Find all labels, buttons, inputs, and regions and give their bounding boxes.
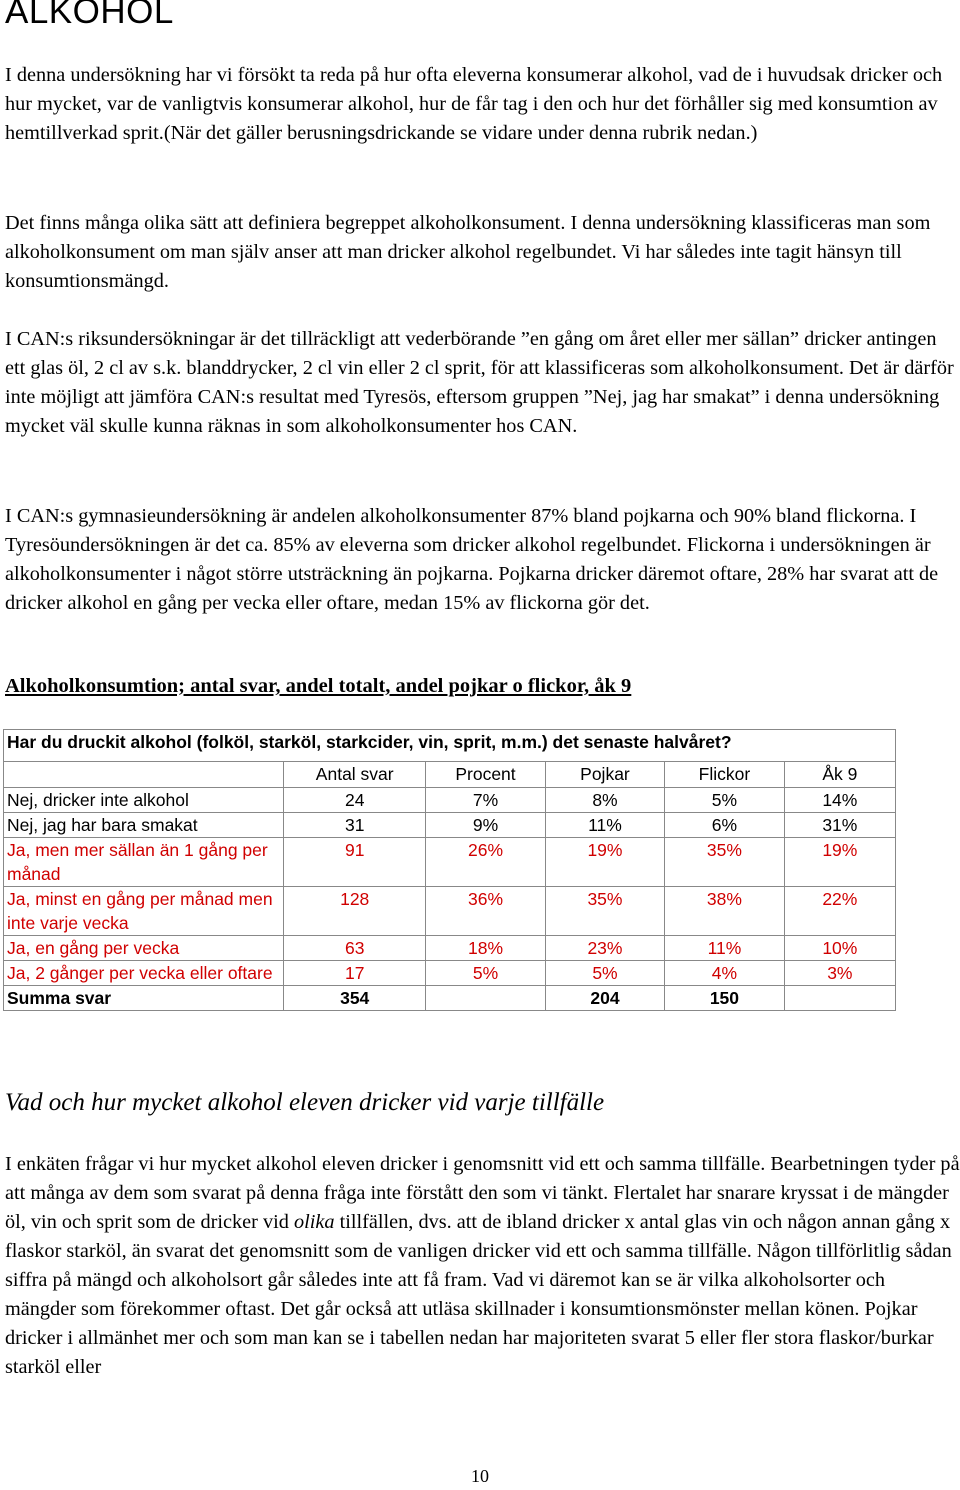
row-label: Ja, 2 gånger per vecka eller oftare <box>4 961 284 986</box>
table-row <box>4 887 896 936</box>
summary-procent <box>426 986 545 1011</box>
row-label: Ja, en gång per vecka <box>4 936 284 961</box>
table-row <box>4 813 896 838</box>
cell-procent: 9% <box>426 813 545 838</box>
column-header: Antal svar <box>284 762 426 788</box>
cell-pojkar: 11% <box>545 813 664 838</box>
summary-label: Summa svar <box>4 986 284 1011</box>
cell-flickor: 11% <box>665 936 784 961</box>
table-row <box>4 838 896 887</box>
summary-pojkar: 204 <box>545 986 664 1011</box>
column-header: Pojkar <box>545 762 664 788</box>
cell-antal: 128 <box>284 887 426 936</box>
page-number: 10 <box>471 1466 489 1486</box>
cell-pojkar: 5% <box>545 961 664 986</box>
table-header-row <box>4 762 896 788</box>
cell-ak9: 10% <box>784 936 895 961</box>
cell-flickor: 35% <box>665 838 784 887</box>
cell-ak9: 3% <box>784 961 895 986</box>
row-label: Nej, jag har bara smakat <box>4 813 284 838</box>
column-header: Procent <box>426 762 545 788</box>
cell-flickor: 6% <box>665 813 784 838</box>
section-heading: Vad och hur mycket alkohol eleven dricker vid varje tillfälle <box>5 1089 605 1116</box>
cell-flickor: 38% <box>665 887 784 936</box>
table-question: Har du druckit alkohol (folköl, starköl, starkcider, vin, sprit, m.m.) det senaste halvåret? <box>4 730 896 762</box>
cell-antal: 24 <box>284 788 426 813</box>
column-header: Flickor <box>665 762 784 788</box>
cell-pojkar: 35% <box>545 887 664 936</box>
table-row <box>4 936 896 961</box>
cell-flickor: 5% <box>665 788 784 813</box>
cell-pojkar: 8% <box>545 788 664 813</box>
cell-ak9: 22% <box>784 887 895 936</box>
summary-flickor: 150 <box>665 986 784 1011</box>
summary-ak9 <box>784 986 895 1011</box>
enkat-text-part1: I enkäten frågar vi hur mycket alkohol eleven dricker i genomsnitt vid ett och samma tillfälle. Bearbetningen tyder på att många av dem som svarat på denna fråga inte förstått den som vi tänkt. Flertalet har snarare kryssat i de mängder öl, vin och sprit som de dricker vid <box>5 1153 960 1233</box>
cell-pojkar: 23% <box>545 936 664 961</box>
definition-paragraph: Det finns många olika sätt att definiera begreppet alkoholkonsument. I denna undersökning klassificeras man som alkoholkonsument om man själv anser att man dricker alkohol regelbundet. Vi har således inte tagit hänsyn till konsumtionsmängd. <box>5 212 931 292</box>
enkat-text-part2: tillfällen, dvs. att de ibland dricker x antal glas vin och någon annan gång x flaskor starköl, än svarat det genomsnitt som de vanligen dricker vid ett och samma tillfälle. Någon tillförlitlig sådan siffra på mängd och alkoholsort går således inte att få fram. Vad vi däremot kan se är vilka alkoholsorter och mängder som förekommer oftast. Det går också att utläsa skillnader i konsumtionsmönster mellan könen. Pojkar dricker i allmänhet mer och som man kan se i tabellen nedan har majoriteten svarat 5 eller fler stora flaskor/burkar starköl eller <box>5 1211 952 1378</box>
enkat-paragraph <box>5 1150 960 1382</box>
table-row <box>4 961 896 986</box>
cell-pojkar: 19% <box>545 838 664 887</box>
cell-antal: 91 <box>284 838 426 887</box>
cell-ak9: 31% <box>784 813 895 838</box>
can-paragraph: I CAN:s riksundersökningar är det tillräckligt att vederbörande ”en gång om året eller mer sällan” dricker antingen ett glas öl, 2 cl av s.k. blanddrycker, 2 cl vin eller 2 cl sprit, för att klassificeras som alkoholkonsument. Det är därför inte möjligt att jämföra CAN:s resultat med Tyresös, eftersom gruppen ”Nej, jag har smakat” i denna undersökning mycket väl skulle kunna räknas in som alkoholkonsumenter hos CAN. <box>5 328 954 437</box>
cell-antal: 31 <box>284 813 426 838</box>
table-summary-row <box>4 986 896 1011</box>
column-header: Åk 9 <box>784 762 895 788</box>
cell-procent: 26% <box>426 838 545 887</box>
alcohol-table <box>3 729 896 1011</box>
cell-procent: 5% <box>426 961 545 986</box>
enkat-emphasis: olika <box>293 1211 335 1233</box>
gymnasie-paragraph: I CAN:s gymnasieundersökning är andelen alkoholkonsumenter 87% bland pojkarna och 90% bland flickorna. I Tyresöundersökningen är det ca. 85% av eleverna som dricker alkohol regelbundet. Flickorna i undersökningen är alkoholkonsumenter i något större utsträckning än pojkarna. Pojkarna dricker däremot oftare, 28% har svarat att de dricker alkohol en gång per vecka eller oftare, medan 15% av flickorna gör det. <box>5 505 939 614</box>
cell-antal: 63 <box>284 936 426 961</box>
cell-ak9: 19% <box>784 838 895 887</box>
cell-procent: 7% <box>426 788 545 813</box>
table-heading: Alkoholkonsumtion; antal svar, andel totalt, andel pojkar o flickor, åk 9 <box>5 675 632 697</box>
intro-paragraph: I denna undersökning har vi försökt ta reda på hur ofta eleverna konsumerar alkohol, vad de i huvudsak dricker och hur mycket, var de vanligtvis konsumerar alkohol, hur de får tag i den och hur det förhåller sig med konsumtion av hemtillverkad sprit.(När det gäller berusningsdrickande se vidare under denna rubrik nedan.) <box>5 64 943 144</box>
cell-procent: 36% <box>426 887 545 936</box>
row-label: Ja, men mer sällan än 1 gång per månad <box>4 838 284 887</box>
cell-antal: 17 <box>284 961 426 986</box>
cell-flickor: 4% <box>665 961 784 986</box>
table-row <box>4 788 896 813</box>
cell-procent: 18% <box>426 936 545 961</box>
table-question-row <box>4 730 896 762</box>
row-label: Nej, dricker inte alkohol <box>4 788 284 813</box>
summary-antal: 354 <box>284 986 426 1011</box>
cell-ak9: 14% <box>784 788 895 813</box>
column-header <box>4 762 284 788</box>
page-title: ALKOHOL <box>5 0 174 31</box>
row-label: Ja, minst en gång per månad men inte varje vecka <box>4 887 284 936</box>
